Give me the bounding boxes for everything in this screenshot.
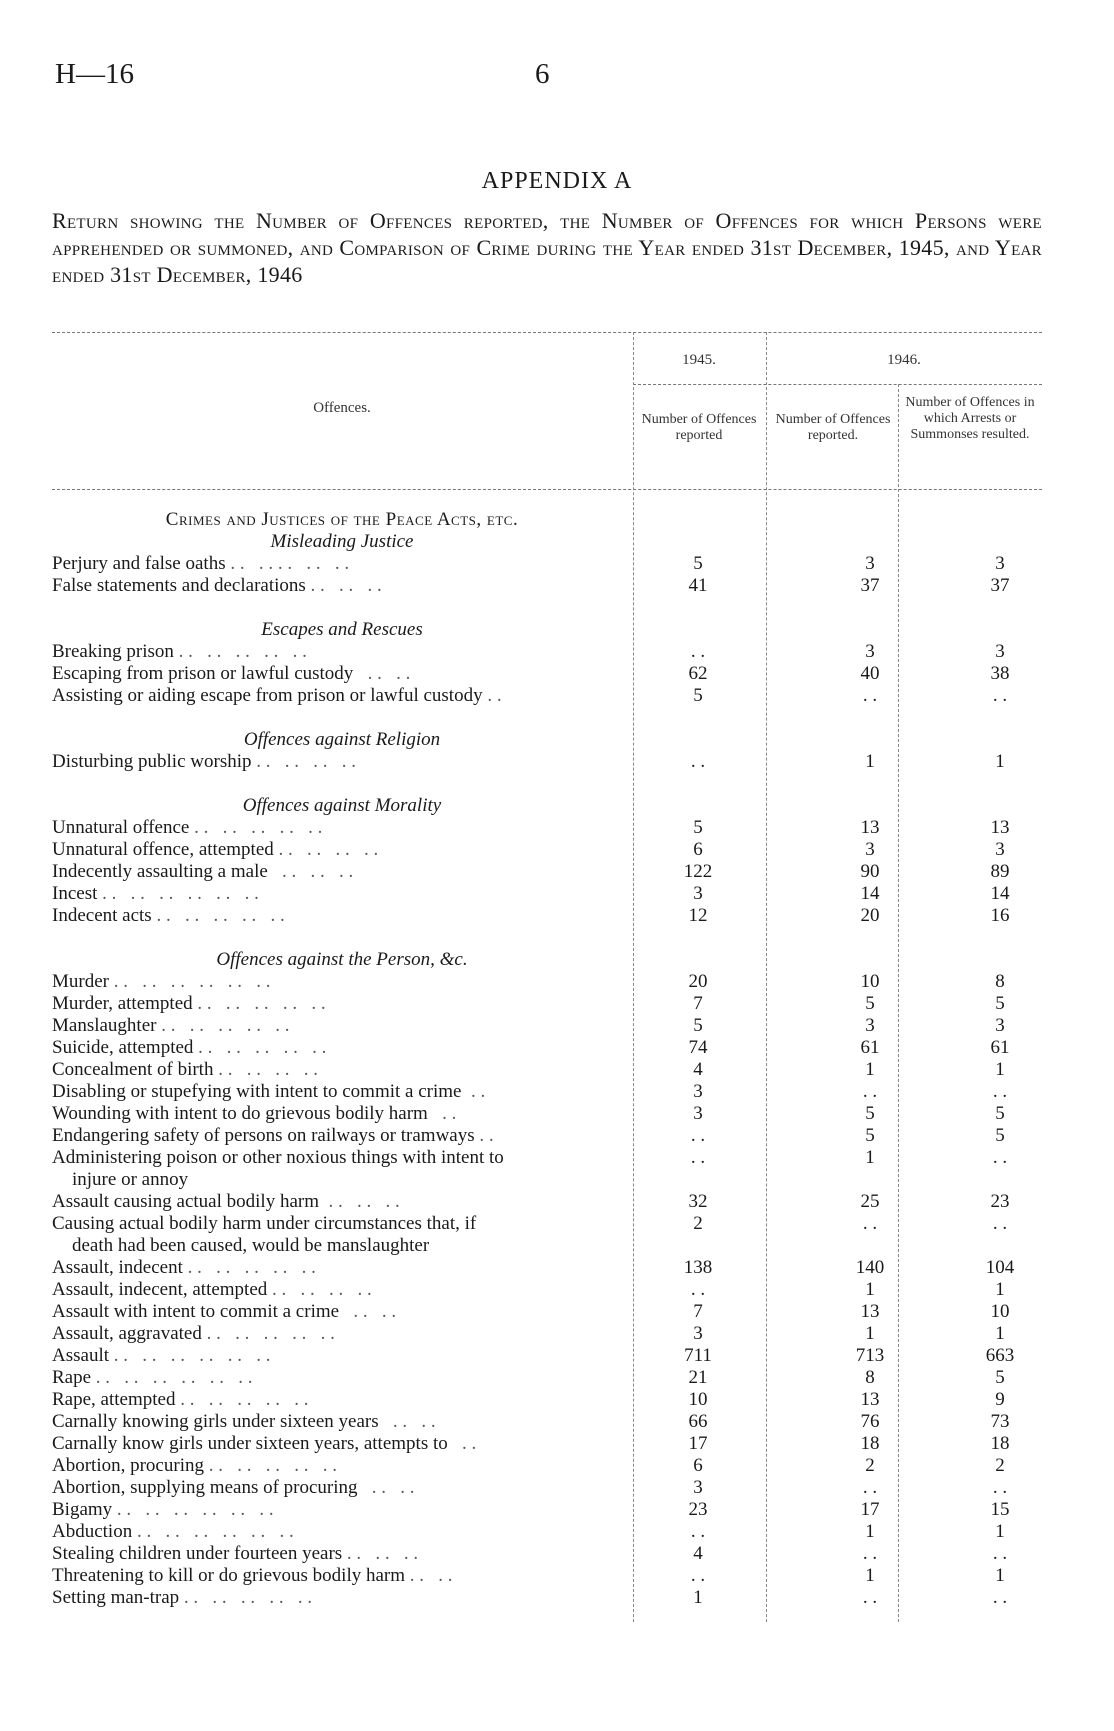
offence-name: Suicide, attempted	[52, 1037, 194, 1058]
value-1946-reported: 13	[860, 1389, 880, 1410]
value-1946-arrests: 3	[995, 553, 1005, 574]
table-row	[0, 1345, 1114, 1367]
value-1946-reported: 61	[860, 1037, 880, 1058]
value-1946-reported: 8	[865, 1367, 875, 1388]
value-1946-arrests: 15	[990, 1499, 1010, 1520]
table-row	[0, 993, 1114, 1015]
offence-name: Murder, attempted	[52, 993, 193, 1014]
offence-name-cell	[52, 1103, 632, 1125]
value-1946-arrests: 23	[990, 1191, 1010, 1212]
section-heading-row	[0, 949, 1114, 971]
value-1946-arrests: 8	[995, 971, 1005, 992]
offence-name-cell	[52, 1521, 632, 1543]
value-1946-arrests: 73	[990, 1411, 1010, 1432]
leader-dots: . . . . . . . . . .	[225, 553, 350, 574]
value-1946-reported: . .	[862, 1477, 878, 1498]
value-1945-reported: 6	[693, 1455, 703, 1476]
value-1946-reported: 1	[865, 1323, 875, 1344]
table-row	[0, 1147, 1114, 1169]
offence-name: Bigamy	[52, 1499, 113, 1520]
value-1946-arrests: . .	[992, 1147, 1008, 1168]
leader-dots: . .	[427, 1103, 457, 1124]
table-row	[0, 861, 1114, 883]
offence-name: False statements and declarations	[52, 575, 306, 596]
value-1945-reported: . .	[690, 641, 706, 662]
table-row	[0, 1103, 1114, 1125]
leader-dots: . . . .	[353, 663, 411, 684]
table-row	[0, 905, 1114, 927]
table-row	[0, 1125, 1114, 1147]
offence-name: Rape	[52, 1367, 92, 1388]
section-heading-row	[0, 795, 1114, 817]
offence-name-cell	[52, 971, 632, 993]
offence-name: Assault causing actual bodily harm	[52, 1191, 319, 1212]
offence-name-cell	[52, 1081, 632, 1103]
offence-name: Indecent acts	[52, 905, 152, 926]
value-1945-reported: 32	[688, 1191, 708, 1212]
value-1945-reported: 41	[688, 575, 708, 596]
leader-dots: . .	[447, 1433, 477, 1454]
offence-name-cell	[52, 1059, 632, 1081]
leader-dots: . .	[474, 1125, 494, 1146]
header-year-1946: 1946.	[887, 352, 921, 368]
spacer-row	[0, 773, 1114, 795]
value-1945-reported: . .	[690, 1147, 706, 1168]
offence-name-cell	[52, 553, 632, 575]
table-row	[0, 1323, 1114, 1345]
leader-dots: . . . . . . . . . . . .	[112, 1499, 274, 1520]
value-1946-reported: 90	[860, 861, 880, 882]
offence-name-cell	[52, 1037, 632, 1059]
table-row	[0, 1411, 1114, 1433]
offence-name: Carnally knowing girls under sixteen years	[52, 1411, 379, 1432]
value-1945-reported: 12	[688, 905, 708, 926]
value-1945-reported: 6	[693, 839, 703, 860]
leader-dots: . . . . . .	[342, 1543, 419, 1564]
leader-dots: . . . . . . . . . .	[175, 1389, 309, 1410]
section-heading: Crimes and Justices of the Peace Acts, etc.	[165, 509, 519, 530]
offence-name: Abduction	[52, 1521, 133, 1542]
value-1946-arrests: 5	[995, 993, 1005, 1014]
offence-name: Incest	[52, 883, 98, 904]
section-heading: Offences against the Person, &c.	[216, 949, 468, 970]
value-1945-reported: 17	[688, 1433, 708, 1454]
offence-name: Manslaughter	[52, 1015, 157, 1036]
value-1946-arrests: . .	[992, 685, 1008, 706]
value-1945-reported: . .	[690, 1125, 706, 1146]
value-1946-reported: 713	[855, 1345, 885, 1366]
offence-name-cell	[52, 1147, 632, 1169]
value-1946-reported: . .	[862, 1081, 878, 1102]
offence-name: Rape, attempted	[52, 1389, 176, 1410]
value-1945-reported: 62	[688, 663, 708, 684]
value-1945-reported: 3	[693, 883, 703, 904]
header-col-1945-reported: Number of Offences reported	[641, 412, 757, 443]
offence-name-cell	[52, 1565, 632, 1587]
offence-name: Concealment of birth	[52, 1059, 214, 1080]
offence-name-cell	[52, 1279, 632, 1301]
page-id: H—16	[55, 58, 134, 90]
offence-name-cell	[52, 1433, 632, 1455]
value-1945-reported: 66	[688, 1411, 708, 1432]
value-1945-reported: 74	[688, 1037, 708, 1058]
value-1945-reported: . .	[690, 751, 706, 772]
offence-name-cell	[52, 1587, 632, 1609]
offence-name: Murder	[52, 971, 109, 992]
offence-name: Setting man-trap	[52, 1587, 180, 1608]
value-1946-reported: 5	[865, 1103, 875, 1124]
table-row	[0, 1037, 1114, 1059]
table-row	[0, 1301, 1114, 1323]
section-heading: Misleading Justice	[270, 531, 414, 552]
offence-name-cell	[52, 883, 632, 905]
offence-name-cell	[52, 861, 632, 883]
value-1946-reported: 10	[860, 971, 880, 992]
offence-name-continuation: injure or annoy	[72, 1169, 189, 1190]
spacer-row	[0, 707, 1114, 729]
offence-name-cell	[52, 575, 632, 597]
value-1946-arrests: . .	[992, 1477, 1008, 1498]
leader-dots: . . . .	[357, 1477, 415, 1498]
offence-name-cell	[52, 839, 632, 861]
leader-dots: . . . . . . . . . . . .	[109, 1345, 271, 1366]
value-1946-reported: 1	[865, 1059, 875, 1080]
section-heading: Escapes and Rescues	[261, 619, 423, 640]
offence-name: Causing actual bodily harm under circumstances that, if	[52, 1213, 477, 1234]
offence-name-cell	[52, 1257, 632, 1279]
value-1945-reported: 21	[688, 1367, 708, 1388]
leader-dots: . .	[482, 685, 502, 706]
offence-name-cell	[52, 1455, 632, 1477]
leader-dots: . . . . . . . . . .	[156, 1015, 290, 1036]
offence-name-cell	[52, 905, 632, 927]
offence-name: Wounding with intent to do grievous bodily harm	[52, 1103, 428, 1124]
leader-dots: . . . . . . . . . .	[151, 905, 285, 926]
value-1946-arrests: 1	[995, 1323, 1005, 1344]
table-row	[0, 1543, 1114, 1565]
value-1946-reported: 76	[860, 1411, 880, 1432]
offence-name: Abortion, supplying means of procuring	[52, 1477, 358, 1498]
appendix-heading: APPENDIX A	[481, 168, 633, 194]
value-1946-arrests: 3	[995, 641, 1005, 662]
value-1946-arrests: 10	[990, 1301, 1010, 1322]
top-rule	[52, 332, 1042, 333]
value-1946-reported: 1	[865, 1521, 875, 1542]
value-1946-reported: 140	[855, 1257, 885, 1278]
table-row	[0, 1477, 1114, 1499]
offence-name: Abortion, procuring	[52, 1455, 204, 1476]
value-1946-arrests: 1	[995, 1521, 1005, 1542]
value-1945-reported: 3	[693, 1081, 703, 1102]
offence-name: Assault, indecent, attempted	[52, 1279, 268, 1300]
offence-name: Assault	[52, 1345, 109, 1366]
value-1946-arrests: 1	[995, 751, 1005, 772]
value-1945-reported: 3	[693, 1103, 703, 1124]
leader-dots: . . . . . . . .	[213, 1059, 318, 1080]
offence-name-cell	[52, 1301, 632, 1323]
value-1946-reported: 14	[860, 883, 880, 904]
offence-name: Endangering safety of persons on railways or tramways	[52, 1125, 475, 1146]
value-1946-arrests: 16	[990, 905, 1010, 926]
offence-name-cell	[52, 1345, 632, 1367]
table-row	[0, 1455, 1114, 1477]
value-1946-reported: 17	[860, 1499, 880, 1520]
value-1946-reported: 5	[865, 993, 875, 1014]
table-row	[0, 1499, 1114, 1521]
leader-dots: . .	[461, 1081, 486, 1102]
value-1945-reported: 10	[688, 1389, 708, 1410]
table-row	[0, 1565, 1114, 1587]
section-heading-row	[0, 509, 1114, 531]
header-col-1946-arrests: Number of Offences in which Arrests or Summonses resulted.	[905, 395, 1035, 442]
offence-name-continuation: death had been caused, would be manslaughter	[72, 1235, 430, 1256]
table-row	[0, 1521, 1114, 1543]
value-1946-reported: 20	[860, 905, 880, 926]
table-row-continuation	[0, 1235, 1114, 1257]
value-1946-arrests: 3	[995, 1015, 1005, 1036]
value-1945-reported: 1	[693, 1587, 703, 1608]
value-1946-arrests: 5	[995, 1125, 1005, 1146]
offence-name: Assault, indecent	[52, 1257, 183, 1278]
value-1945-reported: . .	[690, 1279, 706, 1300]
value-1946-arrests: 61	[990, 1037, 1010, 1058]
value-1946-reported: 2	[865, 1455, 875, 1476]
offence-name-cell	[52, 1367, 632, 1389]
table-row	[0, 1081, 1114, 1103]
leader-dots: . . . . . . . . . .	[182, 1257, 316, 1278]
table-row-continuation	[0, 1169, 1114, 1191]
value-1946-arrests: 13	[990, 817, 1010, 838]
offence-name: Perjury and false oaths	[52, 553, 226, 574]
spacer-row	[0, 597, 1114, 619]
offence-name-cell	[52, 1191, 632, 1213]
value-1945-reported: 20	[688, 971, 708, 992]
table-row	[0, 553, 1114, 575]
value-1945-reported: . .	[690, 1565, 706, 1586]
offence-name-cell	[52, 1477, 632, 1499]
offence-name: Escaping from prison or lawful custody	[52, 663, 354, 684]
table-row	[0, 1015, 1114, 1037]
offence-name: Disturbing public worship	[52, 751, 252, 772]
value-1945-reported: 5	[693, 685, 703, 706]
table-row	[0, 751, 1114, 773]
value-1946-arrests: 1	[995, 1565, 1005, 1586]
leader-dots: . . . . . . . . . .	[192, 993, 326, 1014]
return-title: Return showing the Number of Offences reported, the Number of Offences for which Persons were apprehended or summoned, and Comparison of Crime during the Year ended 31st December, 1945, and Year ended 31st December, 1946	[52, 208, 1042, 287]
offence-name-cell	[52, 993, 632, 1015]
value-1945-reported: 4	[693, 1543, 703, 1564]
offence-name: Assault with intent to commit a crime	[52, 1301, 340, 1322]
value-1946-reported: 1	[865, 751, 875, 772]
leader-dots: . . . . . . . . . .	[201, 1323, 335, 1344]
value-1946-arrests: 14	[990, 883, 1010, 904]
offence-name: Threatening to kill or do grievous bodily harm	[52, 1565, 406, 1586]
leader-dots: . . . . . . . . . . . .	[108, 971, 271, 992]
value-1946-arrests: 38	[990, 663, 1010, 684]
value-1946-arrests: 2	[995, 1455, 1005, 1476]
value-1946-reported: 5	[865, 1125, 875, 1146]
offence-name: Assisting or aiding escape from prison or lawful custody	[52, 685, 483, 706]
table-row	[0, 1389, 1114, 1411]
value-1945-reported: 7	[693, 1301, 703, 1322]
offence-name: Unnatural offence, attempted	[52, 839, 274, 860]
leader-dots: . . . . . . . . . . . .	[91, 1367, 253, 1388]
offence-name: Disabling or stupefying with intent to commit a crime	[52, 1081, 462, 1102]
offence-name: Assault, aggravated	[52, 1323, 202, 1344]
value-1946-reported: . .	[862, 1213, 878, 1234]
value-1946-arrests: 18	[990, 1433, 1010, 1454]
value-1946-arrests: . .	[992, 1543, 1008, 1564]
value-1946-reported: 3	[865, 641, 875, 662]
section-heading: Offences against Morality	[242, 795, 442, 816]
value-1946-arrests: 37	[990, 575, 1010, 596]
value-1945-reported: 138	[683, 1257, 713, 1278]
value-1946-reported: 13	[860, 1301, 880, 1322]
offence-name-cell	[52, 641, 632, 663]
value-1946-arrests: . .	[992, 1213, 1008, 1234]
leader-dots: . . . . . . . .	[267, 1279, 372, 1300]
value-1946-reported: 25	[860, 1191, 880, 1212]
offence-name: Indecently assaulting a male	[52, 861, 268, 882]
value-1946-reported: 3	[865, 553, 875, 574]
value-1946-arrests: 104	[985, 1257, 1015, 1278]
offence-name-cell	[52, 663, 632, 685]
section-heading-row	[0, 619, 1114, 641]
value-1946-reported: 1	[865, 1565, 875, 1586]
table-row	[0, 839, 1114, 861]
leader-dots: . . . . . . . . . .	[193, 1037, 327, 1058]
leader-dots: . . . . . . . .	[273, 839, 379, 860]
offence-name-cell	[52, 685, 632, 707]
table-row	[0, 883, 1114, 905]
leader-dots: . . . . . . . . . .	[179, 1587, 313, 1608]
value-1945-reported: 5	[693, 553, 703, 574]
offences-table-body	[0, 509, 1114, 1609]
value-1946-reported: . .	[862, 685, 878, 706]
offence-name-cell	[52, 1411, 632, 1433]
table-row	[0, 575, 1114, 597]
section-heading-row	[0, 729, 1114, 751]
value-1945-reported: 5	[693, 1015, 703, 1036]
table-row	[0, 685, 1114, 707]
value-1945-reported: 2	[693, 1213, 703, 1234]
table-row	[0, 1213, 1114, 1235]
offence-name-cell	[52, 1125, 632, 1147]
value-1945-reported: 3	[693, 1323, 703, 1344]
table-row	[0, 817, 1114, 839]
header-col-1946-reported: Number of Offences reported.	[775, 412, 891, 443]
table-row	[0, 1367, 1114, 1389]
leader-dots: . . . . . . . . . .	[203, 1455, 337, 1476]
value-1946-arrests: 1	[995, 1279, 1005, 1300]
value-1946-arrests: 1	[995, 1059, 1005, 1080]
offence-name-cell	[52, 1323, 632, 1345]
table-row	[0, 1587, 1114, 1609]
leader-dots: . . . . . . . . . . . .	[132, 1521, 294, 1542]
leader-dots: . . . . . . . . . .	[189, 817, 323, 838]
leader-dots: . . . . . . . .	[251, 751, 356, 772]
offence-name: Administering poison or other noxious things with intent to	[52, 1147, 504, 1168]
value-1946-reported: . .	[862, 1587, 878, 1608]
value-1946-reported: 3	[865, 1015, 875, 1036]
header-year-1945: 1945.	[682, 352, 716, 368]
offence-name-cell	[52, 751, 632, 773]
value-1945-reported: 711	[684, 1345, 712, 1366]
offence-name: Unnatural offence	[52, 817, 190, 838]
leader-dots: . . . . . . . . . .	[173, 641, 307, 662]
leader-dots: . . . .	[378, 1411, 436, 1432]
value-1946-arrests: 3	[995, 839, 1005, 860]
offence-name-cell	[52, 817, 632, 839]
leader-dots: . . . . . .	[319, 1191, 400, 1212]
value-1946-arrests: 5	[995, 1367, 1005, 1388]
spacer-row	[0, 927, 1114, 949]
value-1946-arrests: . .	[992, 1587, 1008, 1608]
offence-name: Stealing children under fourteen years	[52, 1543, 343, 1564]
value-1945-reported: 5	[693, 817, 703, 838]
value-1946-arrests: 9	[995, 1389, 1005, 1410]
value-1946-arrests: 5	[995, 1103, 1005, 1124]
header-offences: Offences.	[313, 400, 371, 416]
table-row	[0, 1257, 1114, 1279]
table-row	[0, 1279, 1114, 1301]
value-1946-reported: 3	[865, 839, 875, 860]
leader-dots: . . . .	[339, 1301, 397, 1322]
page-number: 6	[535, 58, 550, 90]
value-1945-reported: . .	[690, 1521, 706, 1542]
value-1946-reported: 18	[860, 1433, 880, 1454]
value-1946-reported: 1	[865, 1279, 875, 1300]
offence-name-cell	[52, 1543, 632, 1565]
table-row	[0, 1059, 1114, 1081]
table-row	[0, 663, 1114, 685]
value-1946-reported: . .	[862, 1543, 878, 1564]
offence-name: Carnally know girls under sixteen years, attempts to	[52, 1433, 448, 1454]
value-1946-reported: 40	[860, 663, 880, 684]
offence-name-cell	[52, 1389, 632, 1411]
value-1946-arrests: 663	[985, 1345, 1015, 1366]
value-1946-reported: 37	[860, 575, 880, 596]
leader-dots: . . . . . . . . . . . .	[97, 883, 259, 904]
table-row	[0, 1433, 1114, 1455]
table-row	[0, 971, 1114, 993]
page-header	[55, 58, 1114, 98]
table-row	[0, 641, 1114, 663]
section-heading: Offences against Religion	[243, 729, 441, 750]
value-1946-reported: 1	[865, 1147, 875, 1168]
value-1945-reported: 4	[693, 1059, 703, 1080]
offence-name-cell	[52, 1213, 632, 1235]
offence-name: Breaking prison	[52, 641, 174, 662]
value-1945-reported: 3	[693, 1477, 703, 1498]
value-1945-reported: 122	[683, 861, 713, 882]
header-bottom-rule	[52, 489, 1042, 490]
leader-dots: . . . . . .	[267, 861, 354, 882]
table-row	[0, 1191, 1114, 1213]
value-1945-reported: 23	[688, 1499, 708, 1520]
offence-name-cell	[52, 1499, 632, 1521]
value-1945-reported: 7	[693, 993, 703, 1014]
value-1946-arrests: . .	[992, 1081, 1008, 1102]
value-1946-arrests: 89	[990, 861, 1010, 882]
section-heading-row	[0, 531, 1114, 553]
leader-dots: . . . . . .	[305, 575, 382, 596]
leader-dots: . . . .	[405, 1565, 453, 1586]
offence-name-cell	[52, 1015, 632, 1037]
year-rule	[633, 384, 1042, 385]
value-1946-reported: 13	[860, 817, 880, 838]
